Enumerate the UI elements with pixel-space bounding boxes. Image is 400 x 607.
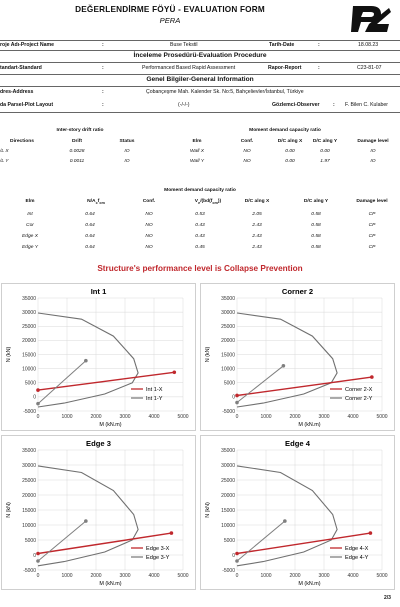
- column-cell: CP: [368, 212, 376, 217]
- column-cell: 2.43: [252, 245, 262, 250]
- y-axis-label: N (kN): [6, 346, 12, 363]
- colon: :: [102, 65, 104, 71]
- layout-label: da Parsel-Plot Layout: [0, 102, 54, 108]
- x-tick-label: 0: [36, 573, 40, 579]
- chart-svg: [2, 284, 195, 430]
- drift-cell: IO: [124, 159, 130, 164]
- column-cell: 0.43: [195, 223, 205, 228]
- x-tick-label: 1000: [61, 414, 73, 420]
- address-label: dres-Address: [0, 89, 34, 95]
- y-tick-label: 15000: [221, 352, 235, 359]
- drift-cell: /L X: [0, 149, 9, 154]
- data-point: [235, 394, 239, 398]
- colon: :: [333, 102, 335, 108]
- chart-edge-4: [200, 435, 395, 590]
- page-number: 2/3: [384, 595, 391, 601]
- wall-cell: 0.00: [285, 159, 295, 164]
- wall-header: Conf.: [240, 139, 254, 144]
- data-point: [282, 364, 286, 368]
- y-tick-label: 25000: [22, 477, 36, 484]
- x-tick-label: 2000: [90, 414, 102, 420]
- data-point: [36, 388, 40, 392]
- data-point: [369, 531, 373, 535]
- x-tick-label: 2000: [289, 414, 301, 420]
- data-point: [36, 559, 40, 563]
- y-tick-label: 0: [232, 394, 235, 401]
- column-cell: 0.45: [195, 245, 205, 250]
- column-table: [0, 186, 400, 258]
- column-table-title: Moment demand capacity ratio: [164, 188, 236, 193]
- y-tick-label: 35000: [221, 295, 235, 302]
- y-tick-label: 30000: [221, 309, 235, 316]
- x-tick-label: 1000: [260, 414, 272, 420]
- data-point: [173, 370, 177, 374]
- column-cell: Int: [27, 212, 33, 217]
- chart-svg: [201, 436, 394, 589]
- x-tick-label: 4000: [148, 573, 160, 579]
- column-cell: NO: [145, 245, 153, 250]
- y-axis-label: N (kN): [6, 502, 12, 518]
- data-point: [370, 375, 374, 379]
- x-tick-label: 3000: [119, 573, 131, 579]
- y-tick-label: -5000: [222, 567, 235, 574]
- x-axis-label: M (kN.m): [298, 581, 321, 587]
- x-tick-label: 4000: [347, 573, 359, 579]
- column-cell: 2.43: [252, 223, 262, 228]
- series-line: [38, 361, 86, 404]
- column-cell: CP: [368, 223, 376, 228]
- wall-table: [170, 126, 400, 176]
- column-header: Elm: [25, 199, 35, 204]
- x-tick-label: 5000: [376, 573, 388, 579]
- wall-cell: NO: [243, 149, 251, 154]
- column-header: D/C alng X: [244, 199, 270, 204]
- y-tick-label: 5000: [223, 537, 235, 544]
- chart-svg: [201, 284, 394, 430]
- y-tick-label: 5000: [24, 537, 36, 544]
- legend-label: Edge 4-Y: [345, 555, 369, 561]
- x-axis-label: M (kN.m): [298, 422, 321, 428]
- column-cell: 0.53: [195, 212, 205, 217]
- wall-table-title: Moment demand capacity ratio: [249, 128, 321, 133]
- project-row: [0, 41, 400, 49]
- colon: :: [102, 102, 104, 108]
- data-point: [84, 519, 88, 523]
- drift-table-title: Inter-story drift ratio: [56, 128, 104, 133]
- form-subtitle: PERA: [159, 16, 181, 25]
- x-tick-label: 0: [235, 573, 239, 579]
- wall-cell: IO: [370, 149, 376, 154]
- standard-value: Performanced Based Rapid Assessment: [142, 65, 236, 71]
- y-tick-label: -5000: [23, 408, 36, 415]
- date-value: 18.08.23: [358, 42, 379, 48]
- colon: :: [102, 42, 104, 48]
- chart-corner-2: [200, 283, 395, 431]
- x-tick-label: 0: [36, 414, 40, 420]
- wall-header: D/C alng X: [277, 139, 303, 144]
- column-cell: 0.64: [85, 245, 95, 250]
- wall-cell: Wall Y: [190, 159, 204, 164]
- drift-cell: 0.0011: [69, 159, 85, 164]
- y-tick-label: 20000: [22, 338, 36, 345]
- column-cell: 0.64: [85, 212, 95, 217]
- chart-int-1: [1, 283, 196, 431]
- x-tick-label: 0: [235, 414, 239, 420]
- column-cell: CP: [368, 245, 376, 250]
- project-value: Buse Tekstil: [170, 42, 198, 48]
- data-point: [36, 552, 40, 556]
- wall-cell: IO: [370, 159, 376, 164]
- column-cell: 0.58: [311, 234, 321, 239]
- y-axis-label: N (kN): [205, 346, 211, 363]
- y-tick-label: 0: [33, 552, 36, 559]
- drift-header: Directions: [10, 139, 34, 144]
- y-tick-label: 25000: [221, 324, 235, 331]
- x-axis-label: M (kN.m): [99, 422, 122, 428]
- column-cell: 2.43: [252, 234, 262, 239]
- address-row: [0, 88, 400, 96]
- column-cell: NO: [145, 234, 153, 239]
- column-cell: Edge Y: [22, 245, 38, 250]
- column-cell: 0.58: [311, 245, 321, 250]
- y-tick-label: 5000: [24, 380, 36, 387]
- wall-header: D/C alng Y: [312, 139, 338, 144]
- wall-cell: 0.00: [285, 149, 295, 154]
- data-point: [84, 359, 88, 363]
- y-tick-label: 5000: [223, 380, 235, 387]
- chart-title: Edge 4: [285, 439, 310, 448]
- y-tick-label: 15000: [22, 507, 36, 514]
- wall-header: Elm: [192, 139, 202, 144]
- x-tick-label: 3000: [318, 573, 330, 579]
- general-heading: Genel Bilgiler-General Information: [146, 76, 254, 83]
- date-label: Tarih-Date: [269, 42, 295, 48]
- data-point: [235, 559, 239, 563]
- column-header: Damage level: [356, 199, 388, 204]
- wall-cell: 0.00: [320, 149, 330, 154]
- x-tick-label: 3000: [119, 414, 131, 420]
- x-tick-label: 4000: [148, 414, 160, 420]
- column-cell: 0.58: [311, 223, 321, 228]
- wall-header: Damage level: [357, 139, 389, 144]
- y-tick-label: 10000: [221, 366, 235, 373]
- performance-result: Structure's performance level is Collapse Prevention: [97, 264, 303, 273]
- x-tick-label: 5000: [177, 414, 189, 420]
- address-value: Çobançeşme Mah. Kalender Sk. No:5, Bahçelievler/İstanbul, Türkiye: [146, 89, 304, 95]
- wall-cell: Wall X: [189, 149, 205, 154]
- column-cell: NO: [145, 212, 153, 217]
- y-tick-label: 30000: [22, 309, 36, 316]
- x-tick-label: 2000: [289, 573, 301, 579]
- company-logo: [345, 2, 395, 36]
- column-header: D/C alng Y: [303, 199, 329, 204]
- wall-cell: 1.97: [320, 159, 330, 164]
- column-cell: 0.43: [195, 234, 205, 239]
- layout-row: [0, 101, 400, 109]
- column-header-na: $N/A_cf_{cm}$: [87, 199, 105, 205]
- y-tick-label: 20000: [221, 338, 235, 345]
- y-tick-label: 20000: [22, 492, 36, 499]
- x-tick-label: 5000: [177, 573, 189, 579]
- y-axis-label: N (kN): [205, 502, 211, 518]
- legend-label: Edge 3-X: [146, 546, 170, 552]
- y-tick-label: 35000: [22, 447, 36, 454]
- y-tick-label: 15000: [22, 352, 36, 359]
- report-value: C23-81-07: [357, 65, 382, 71]
- colon: :: [102, 89, 104, 95]
- data-point: [170, 531, 174, 535]
- x-tick-label: 1000: [260, 573, 272, 579]
- y-tick-label: 30000: [22, 462, 36, 469]
- drift-cell: /L Y: [0, 159, 9, 164]
- column-cell: CP: [368, 234, 376, 239]
- x-tick-label: 1000: [61, 573, 73, 579]
- column-cell: NO: [145, 223, 153, 228]
- y-tick-label: -5000: [222, 408, 235, 415]
- colon: :: [318, 42, 320, 48]
- y-tick-label: 20000: [221, 492, 235, 499]
- y-tick-label: 25000: [22, 324, 36, 331]
- y-tick-label: 0: [33, 394, 36, 401]
- legend-label: Int 1-X: [146, 387, 163, 393]
- colon: :: [318, 65, 320, 71]
- x-tick-label: 4000: [347, 414, 359, 420]
- y-tick-label: 35000: [22, 295, 36, 302]
- y-tick-label: 35000: [221, 447, 235, 454]
- legend-label: Edge 3-Y: [146, 555, 170, 561]
- drift-header: Drift: [71, 139, 83, 144]
- chart-title: Corner 2: [281, 287, 314, 296]
- data-point: [235, 552, 239, 556]
- drift-cell: 0.0028: [69, 149, 85, 154]
- y-tick-label: 30000: [221, 462, 235, 469]
- x-tick-label: 2000: [90, 573, 102, 579]
- layout-value: (-/-/-): [178, 102, 190, 108]
- column-cell: 0.58: [311, 212, 321, 217]
- column-cell: 0.64: [85, 234, 95, 239]
- wall-cell: NO: [243, 159, 251, 164]
- project-label: roje Adı-Project Name: [0, 42, 55, 48]
- standard-row: [0, 64, 400, 72]
- chart-edge-3: [1, 435, 196, 590]
- column-cell: 2.05: [252, 212, 262, 217]
- y-tick-label: 25000: [221, 477, 235, 484]
- y-tick-label: 15000: [221, 507, 235, 514]
- y-tick-label: 0: [232, 552, 235, 559]
- chart-title: Int 1: [90, 287, 107, 296]
- y-tick-label: 10000: [22, 522, 36, 529]
- form-title: DEĞERLENDİRME FÖYÜ - EVALUATION FORM: [75, 5, 265, 14]
- x-tick-label: 3000: [318, 414, 330, 420]
- column-cell: Cor: [26, 223, 34, 228]
- column-header-v: $V_e/(bd(f_{cm}))$: [194, 199, 222, 205]
- chart-svg: [2, 436, 195, 589]
- standard-label: tandart-Standard: [0, 65, 42, 71]
- y-tick-label: 10000: [221, 522, 235, 529]
- y-tick-label: 10000: [22, 366, 36, 373]
- report-label: Rapor-Report: [268, 65, 302, 71]
- drift-header: Status: [119, 139, 135, 144]
- column-cell: 0.64: [85, 223, 95, 228]
- y-tick-label: -5000: [23, 567, 36, 574]
- interaction-curve: [38, 313, 138, 407]
- legend-label: Edge 4-X: [345, 546, 369, 552]
- x-axis-label: M (kN.m): [99, 581, 122, 587]
- observer-label: Gözlemci-Observer: [272, 102, 320, 108]
- data-point: [36, 402, 40, 406]
- data-point: [235, 401, 239, 405]
- column-header: Conf.: [142, 199, 156, 204]
- legend-label: Corner 2-X: [345, 387, 373, 393]
- drift-cell: IO: [124, 149, 130, 154]
- data-point: [283, 519, 287, 523]
- legend-label: Int 1-Y: [146, 396, 163, 402]
- procedure-heading: İnceleme Prosedürü-Evaluation Procedure: [133, 52, 267, 59]
- chart-title: Edge 3: [86, 439, 111, 448]
- observer-value: F. Bilen C. Kulaber: [345, 102, 388, 108]
- x-tick-label: 5000: [376, 414, 388, 420]
- legend-label: Corner 2-Y: [345, 396, 373, 402]
- column-cell: Edge X: [21, 234, 39, 239]
